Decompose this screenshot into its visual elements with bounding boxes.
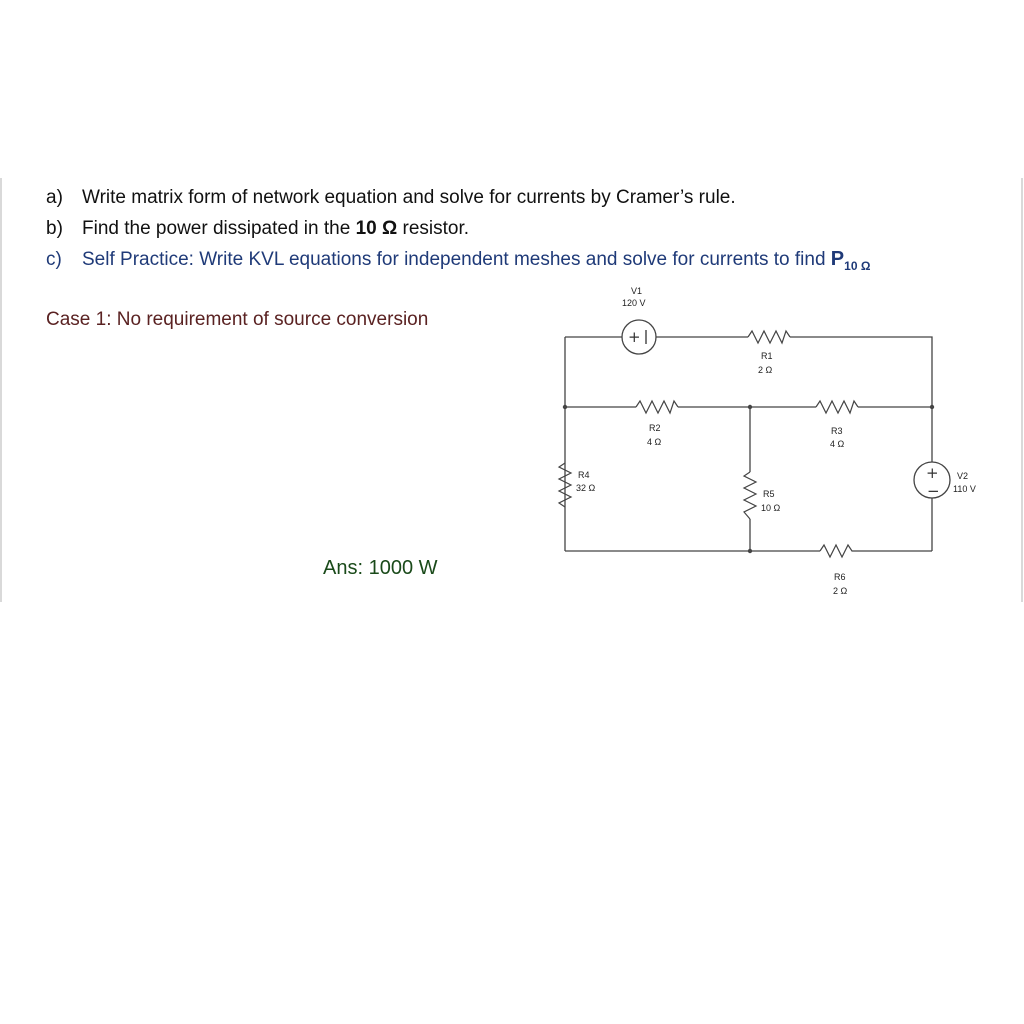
r3-name: R3 [831, 426, 843, 436]
question-b-text-before: Find the power dissipated in the [82, 218, 356, 239]
v2-minus: − [927, 482, 940, 500]
answer-text: Ans: 1000 W [323, 557, 438, 579]
v1-name: V1 [631, 286, 643, 296]
voltage-source-v2 [914, 462, 950, 500]
r1-value: 2 Ω [758, 365, 773, 375]
r1-name: R1 [761, 351, 773, 361]
v1-value: 120 V [622, 298, 646, 308]
power-symbol-letter: P [830, 248, 845, 270]
voltage-source-v1 [622, 320, 656, 354]
junction-left [563, 405, 567, 409]
v2-name: V2 [957, 471, 969, 481]
question-c-marker: c) [46, 249, 62, 270]
r3-value: 4 Ω [830, 439, 845, 449]
resistor-r2-symbol [636, 401, 678, 413]
r6-name: R6 [834, 572, 846, 582]
question-b-resistance: 10 Ω [355, 218, 398, 239]
resistor-r6-symbol [820, 545, 856, 557]
junction-right [930, 405, 934, 409]
resistor-r3-symbol [816, 401, 858, 413]
power-symbol-subscript: 10 Ω [844, 259, 871, 273]
r2-value: 4 Ω [647, 437, 662, 447]
v1-plus: + [628, 328, 641, 346]
question-a-marker: a) [46, 187, 63, 208]
r6-value: 2 Ω [833, 586, 848, 596]
resistor-r1-symbol [748, 331, 790, 343]
question-a-text: Write matrix form of network equation and solve for currents by Cramer’s rule. [82, 187, 736, 208]
question-b-marker: b) [46, 218, 63, 239]
v2-plus: + [926, 464, 939, 482]
junction-bottom [748, 549, 752, 553]
r2-name: R2 [649, 423, 661, 433]
v2-value: 110 V [953, 484, 976, 494]
junction-center [748, 405, 752, 409]
circuit-wires [565, 337, 932, 551]
case-label: Case 1: No requirement of source conversion [46, 309, 429, 330]
r4-value: 32 Ω [576, 483, 596, 493]
question-c-text: Self Practice: Write KVL equations for independent meshes and solve for currents to find [82, 249, 831, 270]
r5-value: 10 Ω [761, 503, 781, 513]
wire-top-right [790, 337, 932, 407]
r4-name: R4 [578, 470, 590, 480]
r5-name: R5 [763, 489, 775, 499]
question-b-text-after: resistor. [397, 218, 470, 239]
resistor-r5-symbol [744, 472, 756, 519]
